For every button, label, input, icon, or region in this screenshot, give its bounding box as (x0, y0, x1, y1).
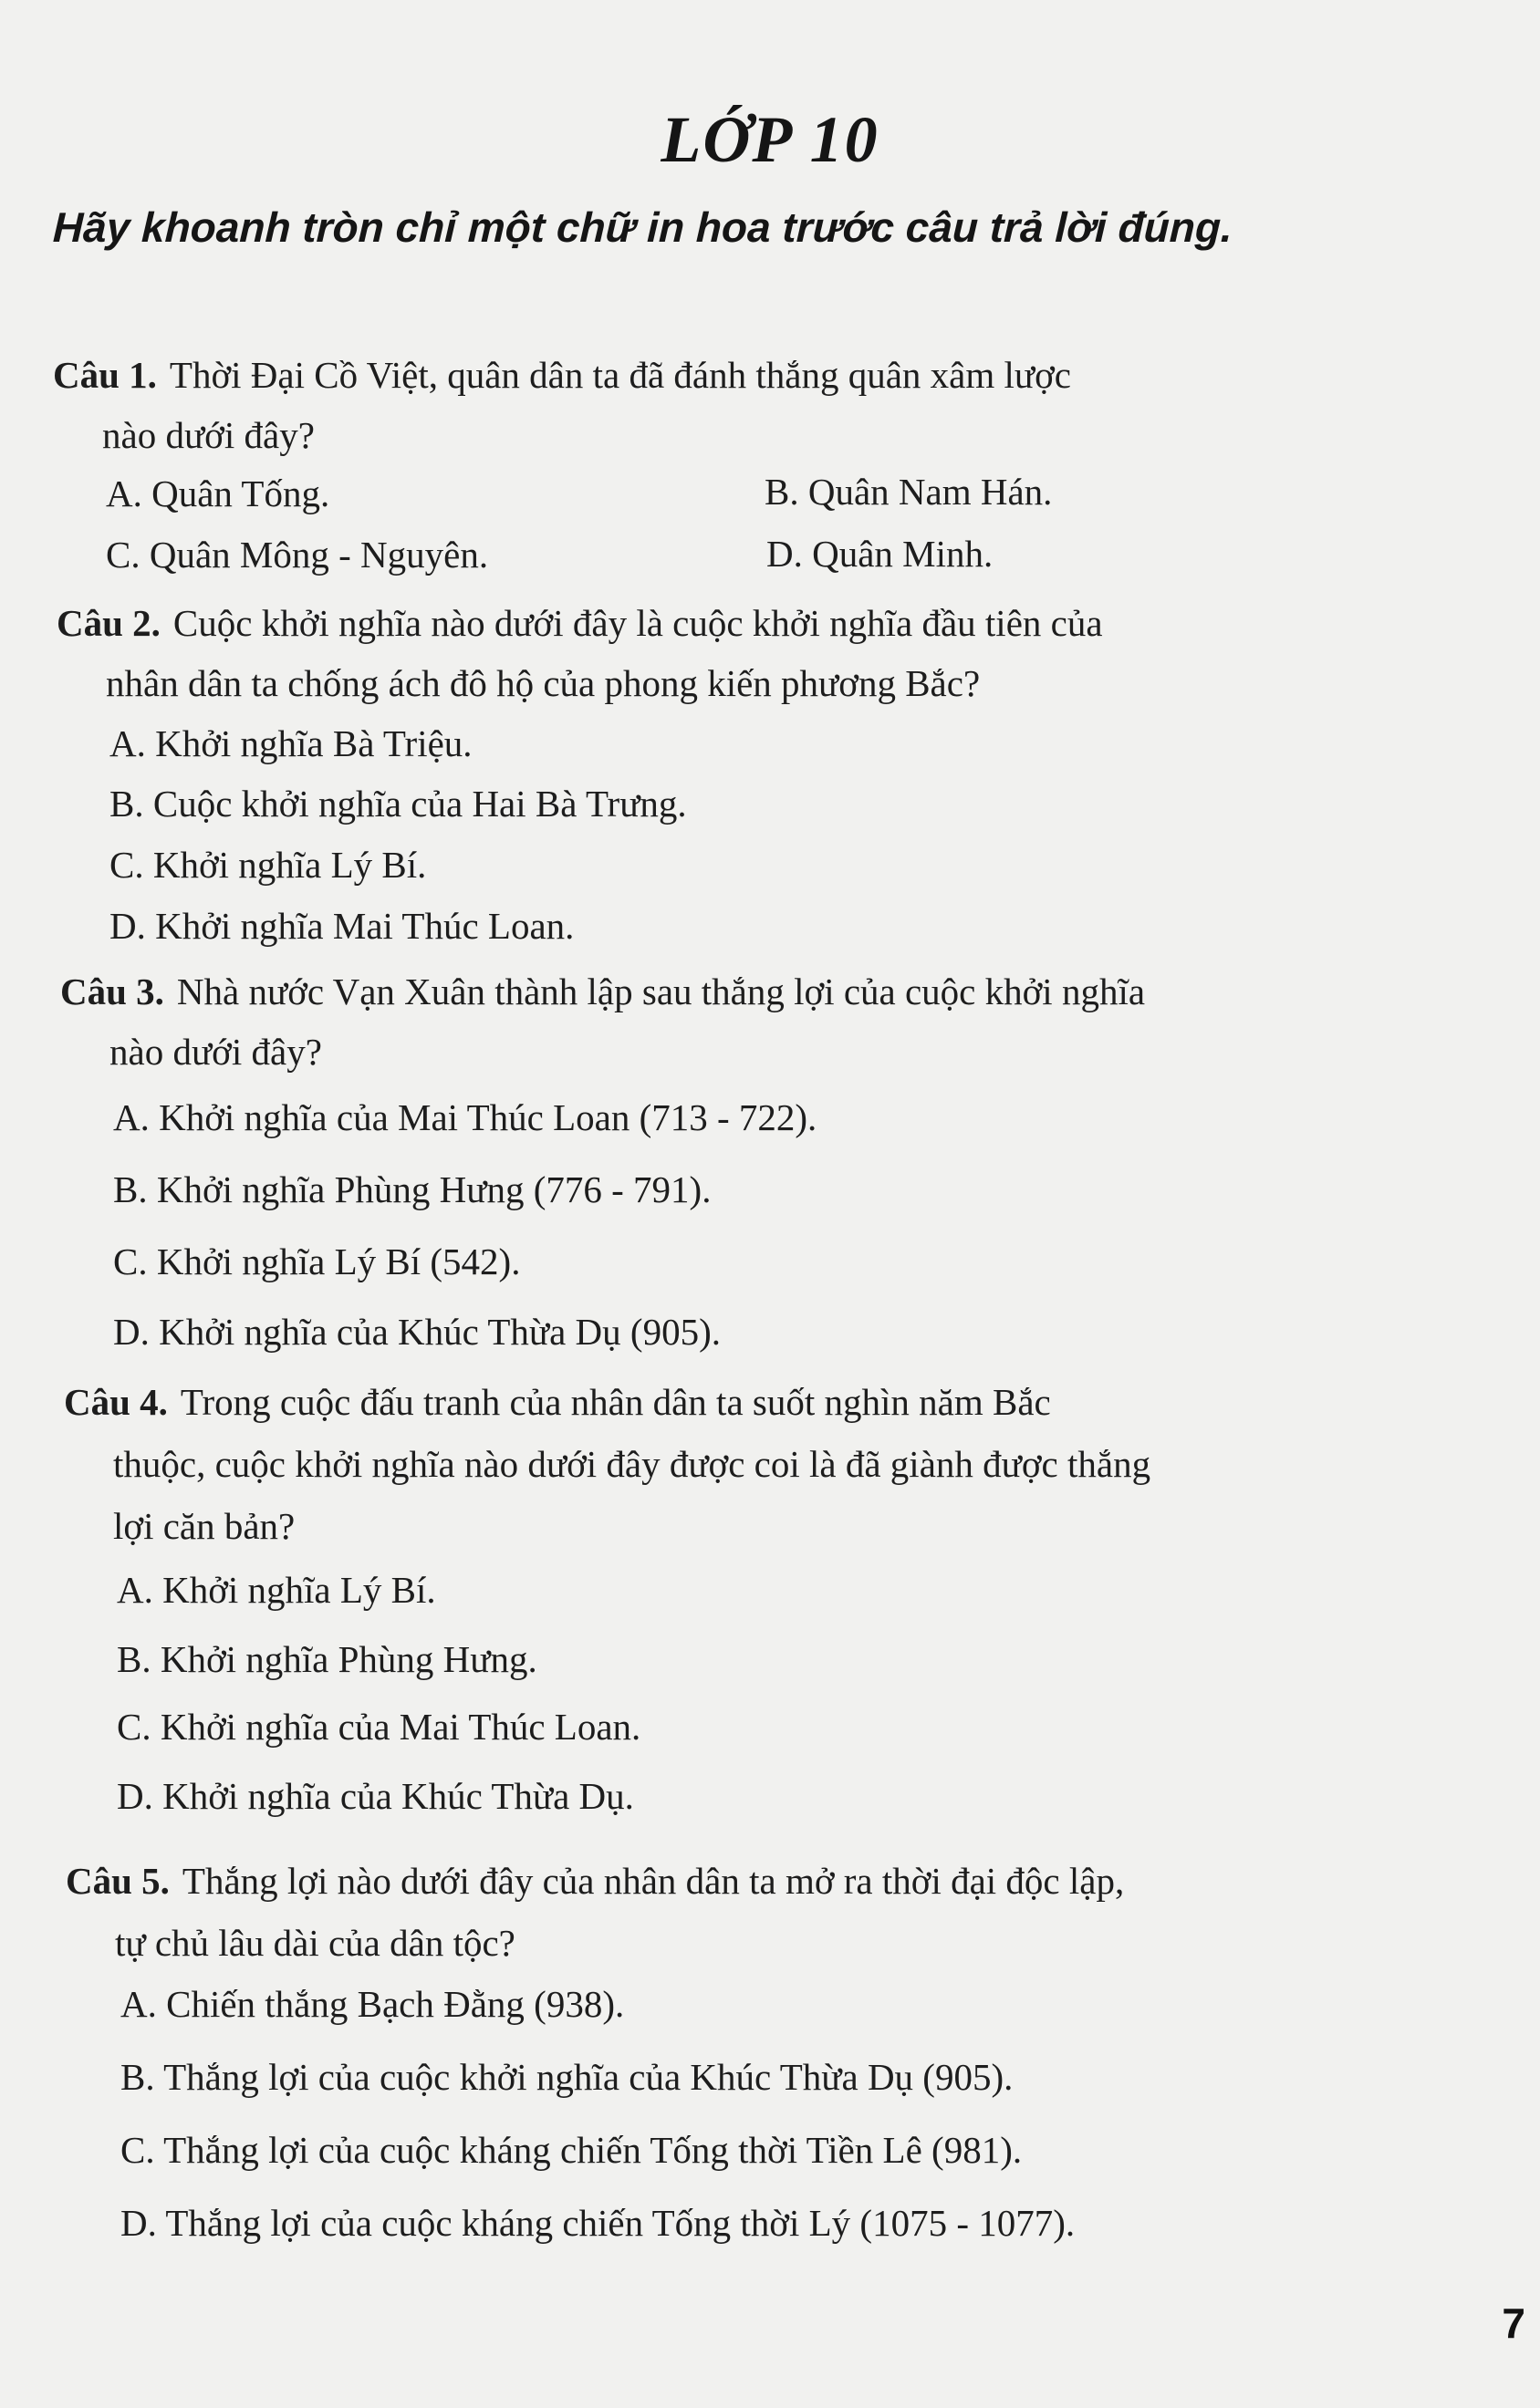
answer-option-a[interactable]: A. Chiến thắng Bạch Đằng (938). (120, 1983, 625, 2025)
answer-option-b[interactable]: B. Khởi nghĩa Phùng Hưng. (117, 1638, 537, 1680)
question-text-line: thuộc, cuộc khởi nghĩa nào dưới đây được coi là đã giành được thắng (113, 1443, 1151, 1485)
answer-option-c[interactable]: C. Khởi nghĩa Lý Bí (542). (113, 1240, 521, 1282)
question-2 (57, 593, 1480, 713)
question-label: Câu 5. (66, 1860, 170, 1902)
answer-option-a[interactable]: A. Khởi nghĩa của Mai Thúc Loan (713 - 722). (113, 1096, 817, 1138)
question-label: Câu 1. (53, 354, 157, 396)
question-5 (66, 1850, 1489, 1974)
instruction-text: Hãy khoanh tròn chỉ một chữ in hoa trước câu trả lời đúng. (52, 203, 1233, 251)
question-label: Câu 2. (57, 602, 161, 644)
question-text-line: nào dưới đây? (109, 1031, 322, 1073)
answer-option-c[interactable]: C. Khởi nghĩa của Mai Thúc Loan. (117, 1706, 641, 1748)
question-text-line: tự chủ lâu dài của dân tộc? (115, 1922, 515, 1964)
answer-option-d[interactable]: D. Khởi nghĩa Mai Thúc Loan. (109, 905, 575, 947)
question-4 (64, 1371, 1487, 1557)
question-text-line: lợi căn bản? (113, 1505, 296, 1547)
question-stem (64, 1371, 1487, 1557)
answer-option-c[interactable]: C. Khởi nghĩa Lý Bí. (109, 844, 427, 886)
question-text-line: Nhà nước Vạn Xuân thành lập sau thắng lợi của cuộc khởi nghĩa (176, 970, 1146, 1012)
question-1 (53, 345, 1476, 465)
question-text-line: nào dưới đây? (102, 414, 315, 456)
answer-option-a[interactable]: A. Quân Tống. (106, 472, 330, 514)
answer-option-b[interactable]: B. Cuộc khởi nghĩa của Hai Bà Trưng. (109, 783, 687, 825)
page-number: 7 (1502, 2299, 1525, 2347)
answer-option-d[interactable]: D. Khởi nghĩa của Khúc Thừa Dụ (905). (113, 1311, 721, 1353)
answer-option-b[interactable]: B. Khởi nghĩa Phùng Hưng (776 - 791). (113, 1168, 712, 1210)
answer-option-d[interactable]: D. Quân Minh. (766, 533, 994, 575)
answer-option-c[interactable]: C. Thắng lợi của cuộc kháng chiến Tống thời Tiền Lê (981). (120, 2129, 1023, 2171)
question-3 (60, 961, 1483, 1082)
question-stem (53, 345, 1476, 465)
page-title: LỚP 10 (661, 103, 879, 176)
answer-option-a[interactable]: A. Khởi nghĩa Lý Bí. (117, 1569, 436, 1611)
answer-option-b[interactable]: B. Thắng lợi của cuộc khởi nghĩa của Khúc Thừa Dụ (905). (120, 2056, 1014, 2098)
question-text-line: Thời Đại Cồ Việt, quân dân ta đã đánh thắng quân xâm lược (169, 354, 1071, 396)
question-text-line: Cuộc khởi nghĩa nào dưới đây là cuộc khởi nghĩa đầu tiên của (172, 602, 1103, 644)
question-text-line: Thắng lợi nào dưới đây của nhân dân ta mở ra thời đại độc lập, (182, 1860, 1125, 1902)
question-text-line: nhân dân ta chống ách đô hộ của phong kiến phương Bắc? (106, 662, 981, 704)
question-label: Câu 4. (64, 1381, 168, 1423)
question-stem (66, 1850, 1489, 1974)
answer-option-a[interactable]: A. Khởi nghĩa Bà Triệu. (109, 722, 473, 764)
answer-option-d[interactable]: D. Thắng lợi của cuộc kháng chiến Tống thời Lý (1075 - 1077). (120, 2202, 1076, 2244)
question-stem (57, 593, 1480, 713)
question-label: Câu 3. (60, 970, 164, 1012)
answer-option-d[interactable]: D. Khởi nghĩa của Khúc Thừa Dụ. (117, 1775, 634, 1817)
question-text-line: Trong cuộc đấu tranh của nhân dân ta suốt nghìn năm Bắc (180, 1381, 1051, 1423)
question-stem (60, 961, 1483, 1082)
answer-option-c[interactable]: C. Quân Mông - Nguyên. (106, 534, 489, 576)
answer-option-b[interactable]: B. Quân Nam Hán. (765, 471, 1053, 513)
